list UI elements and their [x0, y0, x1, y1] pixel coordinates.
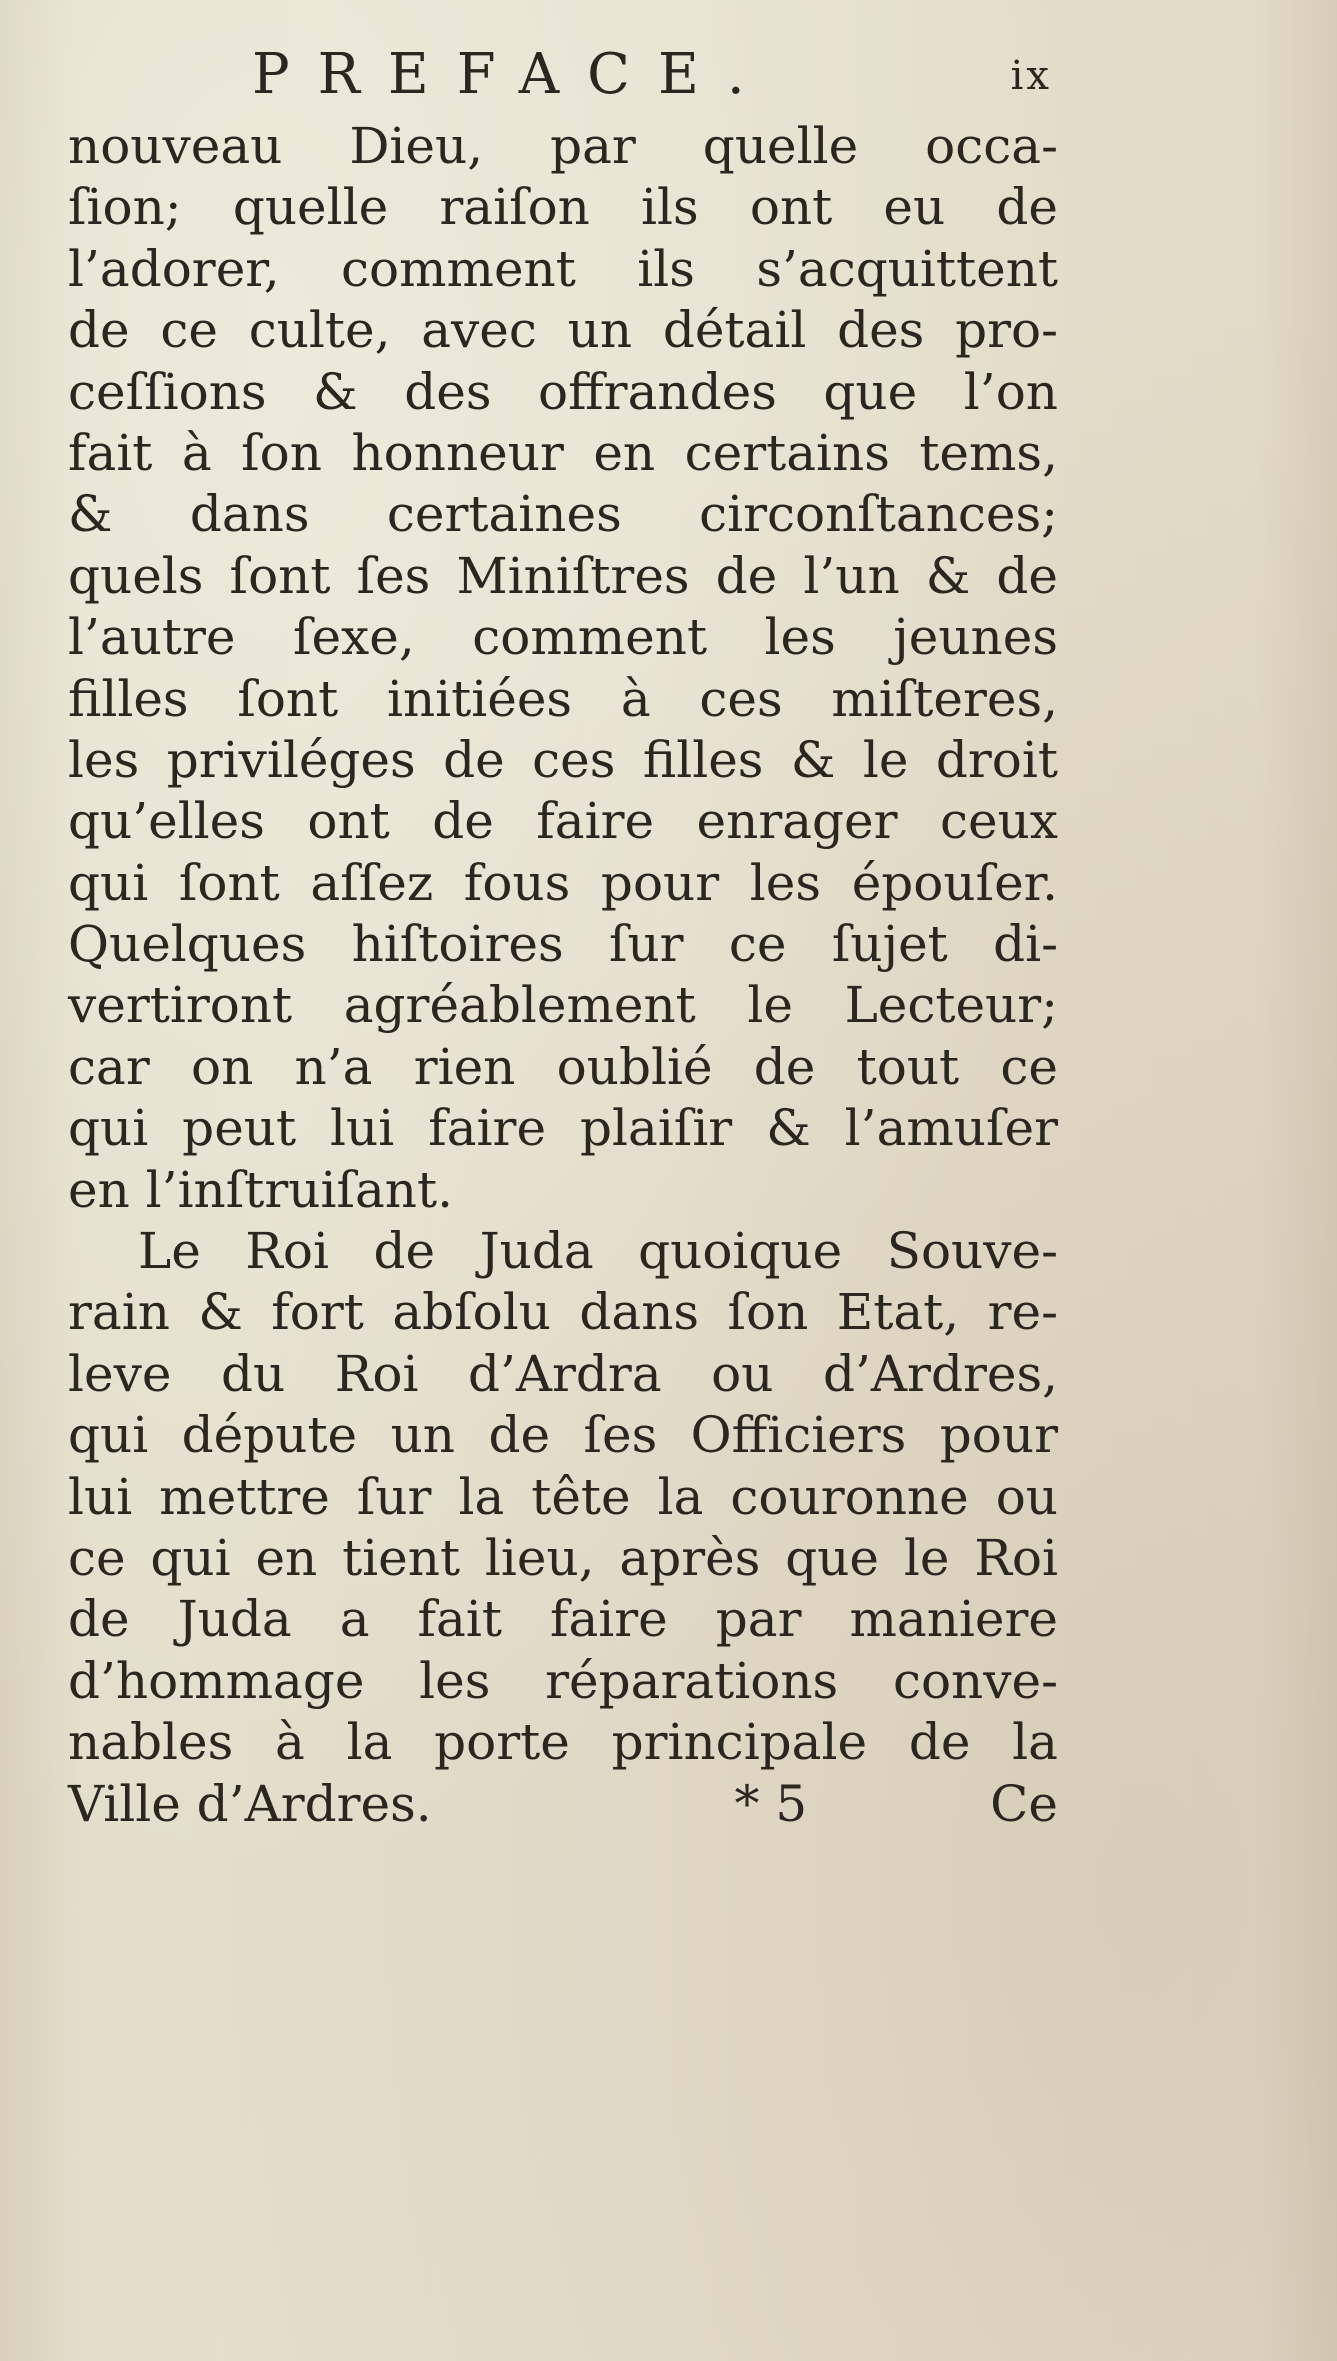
text-line: qui ſont aſſez fous pour les épouſer. [68, 853, 1058, 912]
text-line: fait à ſon honneur en certains tems, [68, 423, 1058, 482]
final-line [68, 1774, 1058, 1835]
text-line: leve du Roi d’Ardra ou d’Ardres, [68, 1344, 1058, 1403]
paragraph-2 [68, 1221, 1058, 1835]
text-line: Quelques hiſtoires ſur ce ſujet di- [68, 915, 1058, 974]
signature-mark: * 5 [734, 1774, 808, 1833]
text-line: & dans certaines circonſtances; [68, 485, 1058, 544]
page-header [252, 40, 1052, 110]
text-line: ce qui en tient lieu, après que le Roi [68, 1528, 1058, 1587]
running-title: PREFACE. [252, 42, 773, 107]
text-line: de ce culte, avec un détail des pro- [68, 301, 1058, 360]
text-line: filles ſont initiées à ces miſteres, [68, 669, 1058, 728]
text-line: en l’inſtruiſant. [68, 1160, 453, 1219]
text-line: rain & fort abſolu dans ſon Etat, re- [68, 1283, 1058, 1342]
body-text [68, 116, 1058, 1835]
text-line: qu’elles ont de faire enrager ceux [68, 792, 1058, 851]
text-line: l’autre ſexe, comment les jeunes [68, 608, 1058, 667]
text-line: quels ſont ſes Miniſtres de l’un & de [68, 546, 1058, 605]
text-line: Le Roi de Juda quoique Souve- [138, 1222, 1058, 1281]
text-line: qui députe un de ſes Officiers pour [68, 1406, 1058, 1465]
text-line: car on n’a rien oublié de tout ce [68, 1037, 1058, 1096]
text-line: nouveau Dieu, par quelle occa- [68, 117, 1058, 175]
text-line: de Juda a fait faire par maniere [68, 1590, 1058, 1649]
text-line: ceſſions & des offrandes que l’on [68, 362, 1058, 421]
text-line: qui peut lui faire plaiſir & l’amuſer [68, 1099, 1058, 1158]
text-line: l’adorer, comment ils s’acquittent [68, 239, 1058, 298]
text-line: d’hommage les réparations conve- [68, 1651, 1058, 1710]
catchword: Ce [990, 1774, 1058, 1833]
text-line: lui mettre ſur la tête la couronne ou [68, 1467, 1058, 1526]
text-line: nables à la porte principale de la [68, 1713, 1058, 1772]
text-line: les priviléges de ces filles & le droit [68, 730, 1058, 789]
text-line: ſion; quelle raiſon ils ont eu de [68, 178, 1058, 237]
paragraph-1 [68, 116, 1058, 1221]
final-text: Ville d’Ardres. [68, 1774, 432, 1833]
page-number: ix [1010, 53, 1052, 99]
text-line: vertiront agréablement le Lecteur; [68, 976, 1058, 1035]
